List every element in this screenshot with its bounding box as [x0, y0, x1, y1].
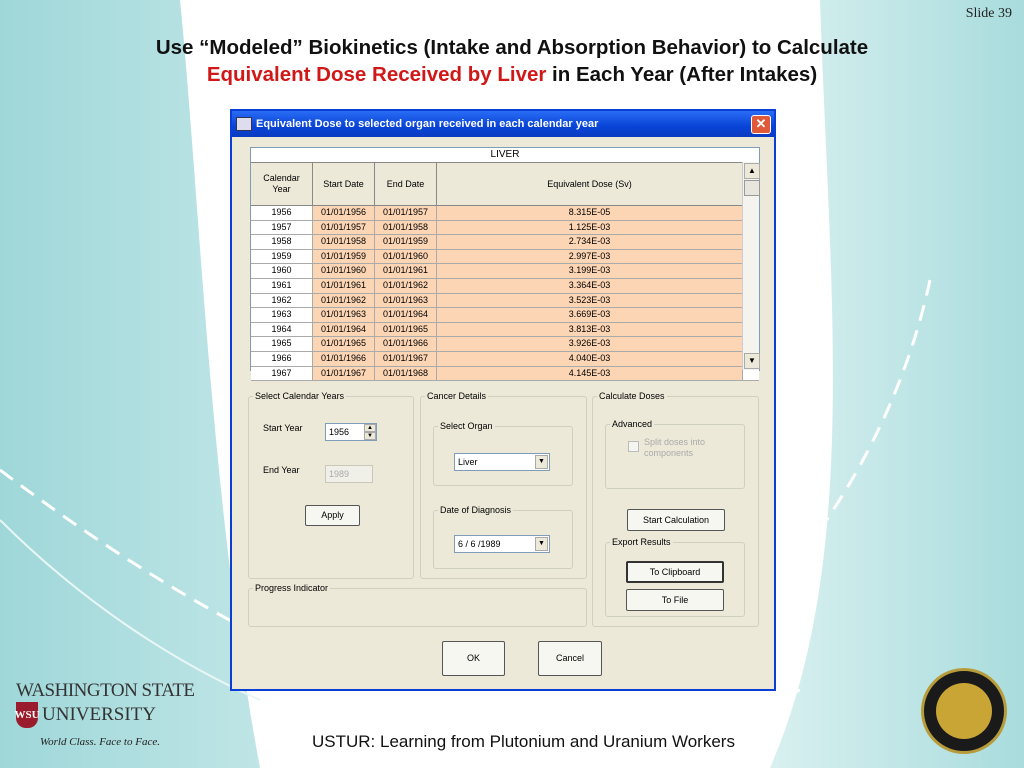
slide-number: Slide 39 — [965, 6, 1012, 21]
diagnosis-date-value: 6 / 6 /1989 — [458, 539, 501, 549]
title-line2-rest: in Each Year (After Intakes) — [546, 63, 818, 86]
organ-select[interactable] — [454, 453, 550, 471]
table-cell: 01/01/1961 — [313, 279, 375, 293]
cancer-details-legend: Cancer Details — [427, 391, 487, 401]
table-row[interactable] — [251, 294, 759, 309]
title-line2 — [30, 61, 994, 88]
export-results-legend: Export Results — [612, 537, 671, 547]
table-cell: 1957 — [251, 221, 313, 235]
start-year-value: 1956 — [329, 427, 350, 437]
header-end-date[interactable]: End Date — [375, 163, 437, 205]
end-year-label: End Year — [263, 465, 300, 475]
table-header-row — [251, 163, 759, 206]
table-cell: 01/01/1967 — [313, 367, 375, 381]
table-row[interactable] — [251, 221, 759, 236]
organ-select-value: Liver — [458, 457, 478, 467]
table-cell: 01/01/1962 — [375, 279, 437, 293]
advanced-legend: Advanced — [612, 419, 653, 429]
table-cell: 01/01/1968 — [375, 367, 437, 381]
table-row[interactable] — [251, 337, 759, 352]
chevron-down-icon[interactable]: ▼ — [535, 455, 548, 469]
table-cell: 01/01/1957 — [313, 221, 375, 235]
table-row[interactable] — [251, 308, 759, 323]
table-cell: 1959 — [251, 250, 313, 264]
title-highlight: Equivalent Dose Received by Liver — [206, 63, 547, 86]
wsu-logo-line2 — [16, 702, 196, 728]
calculate-doses-group — [592, 391, 759, 627]
date-of-diagnosis-legend: Date of Diagnosis — [440, 505, 512, 515]
table-cell: 01/01/1967 — [375, 352, 437, 366]
split-doses-label: Split doses into components — [644, 437, 706, 458]
dialog-title: Equivalent Dose to selected organ received in each calendar year — [256, 118, 599, 130]
table-row[interactable] — [251, 367, 759, 382]
table-cell: 01/01/1962 — [313, 294, 375, 308]
table-cell: 01/01/1957 — [375, 206, 437, 220]
table-cell: 01/01/1959 — [375, 235, 437, 249]
table-cell: 1966 — [251, 352, 313, 366]
table-row[interactable] — [251, 206, 759, 221]
table-row[interactable] — [251, 235, 759, 250]
header-calendar-year[interactable]: Calendar Year — [251, 163, 313, 205]
select-years-legend: Select Calendar Years — [255, 391, 345, 401]
table-cell: 1963 — [251, 308, 313, 322]
wsu-logo-line1: WASHINGTON STATE — [16, 680, 195, 701]
ustur-seal-icon — [921, 668, 1007, 754]
advanced-group — [605, 419, 745, 489]
table-cell: 01/01/1964 — [313, 323, 375, 337]
end-year-field: 1989 — [325, 465, 373, 483]
table-cell: 1964 — [251, 323, 313, 337]
dose-table — [250, 147, 760, 378]
table-cell: 1956 — [251, 206, 313, 220]
scroll-up-icon[interactable]: ▲ — [744, 163, 760, 179]
table-row[interactable] — [251, 323, 759, 338]
table-cell: 01/01/1960 — [375, 250, 437, 264]
wsu-university-text: UNIVERSITY — [42, 704, 156, 725]
title-line1: Use “Modeled” Biokinetics (Intake and Absorption Behavior) to Calculate — [155, 36, 869, 59]
select-organ-legend: Select Organ — [440, 421, 493, 431]
to-clipboard-button[interactable]: To Clipboard — [626, 561, 724, 583]
table-cell: 3.926E-03 — [437, 337, 743, 351]
diagnosis-date-picker[interactable] — [454, 535, 550, 553]
select-organ-group — [433, 421, 573, 486]
table-row[interactable] — [251, 264, 759, 279]
table-cell: 01/01/1958 — [375, 221, 437, 235]
table-cell: 4.040E-03 — [437, 352, 743, 366]
table-cell: 1965 — [251, 337, 313, 351]
table-cell: 1.125E-03 — [437, 221, 743, 235]
table-cell: 01/01/1966 — [313, 352, 375, 366]
table-cell: 01/01/1964 — [375, 308, 437, 322]
table-cell: 8.315E-05 — [437, 206, 743, 220]
wsu-logo — [16, 680, 196, 748]
date-of-diagnosis-group — [433, 505, 573, 569]
select-years-group — [248, 391, 414, 579]
start-year-label: Start Year — [263, 423, 303, 433]
dose-dialog-window — [230, 109, 776, 691]
table-cell: 4.145E-03 — [437, 367, 743, 381]
start-calculation-button[interactable]: Start Calculation — [627, 509, 725, 531]
table-row[interactable] — [251, 250, 759, 265]
slide-title — [30, 34, 994, 88]
start-year-spinner[interactable] — [325, 423, 377, 441]
table-cell: 3.669E-03 — [437, 308, 743, 322]
export-results-group — [605, 537, 745, 617]
table-cell: 3.523E-03 — [437, 294, 743, 308]
wsu-motto: World Class. Face to Face. — [40, 736, 160, 748]
progress-indicator-legend: Progress Indicator — [255, 583, 329, 593]
apply-button[interactable]: Apply — [305, 505, 360, 526]
scroll-down-icon[interactable]: ▼ — [744, 353, 760, 369]
to-file-button[interactable]: To File — [626, 589, 724, 611]
table-cell: 01/01/1963 — [375, 294, 437, 308]
cancer-details-group — [420, 391, 587, 579]
scroll-thumb[interactable] — [744, 180, 760, 196]
header-equivalent-dose[interactable]: Equivalent Dose (Sv) — [437, 163, 743, 205]
table-cell: 1958 — [251, 235, 313, 249]
table-cell: 3.199E-03 — [437, 264, 743, 278]
table-cell: 01/01/1965 — [313, 337, 375, 351]
split-doses-checkbox[interactable] — [628, 441, 639, 452]
table-cell: 2.734E-03 — [437, 235, 743, 249]
seal-emblem — [936, 683, 992, 739]
calculate-doses-legend: Calculate Doses — [599, 391, 665, 401]
table-cell: 01/01/1966 — [375, 337, 437, 351]
table-cell: 01/01/1961 — [375, 264, 437, 278]
table-cell: 2.997E-03 — [437, 250, 743, 264]
ok-button[interactable]: OK — [442, 641, 505, 676]
table-scrollbar[interactable] — [742, 162, 759, 370]
table-body — [251, 206, 759, 381]
dialog-titlebar[interactable] — [232, 111, 774, 137]
table-cell: 3.364E-03 — [437, 279, 743, 293]
header-start-date[interactable]: Start Date — [313, 163, 375, 205]
table-cell: 01/01/1958 — [313, 235, 375, 249]
chevron-down-icon[interactable]: ▼ — [535, 537, 548, 551]
table-cell: 01/01/1956 — [313, 206, 375, 220]
table-cell: 01/01/1963 — [313, 308, 375, 322]
table-cell: 01/01/1965 — [375, 323, 437, 337]
table-cell: 1961 — [251, 279, 313, 293]
table-cell: 01/01/1959 — [313, 250, 375, 264]
table-cell: 1967 — [251, 367, 313, 381]
app-icon — [236, 117, 252, 131]
table-row[interactable] — [251, 352, 759, 367]
organ-header: LIVER — [251, 148, 759, 163]
table-row[interactable] — [251, 279, 759, 294]
close-icon[interactable]: ✕ — [751, 115, 771, 134]
progress-indicator-group — [248, 583, 587, 627]
table-cell: 3.813E-03 — [437, 323, 743, 337]
table-cell: 01/01/1960 — [313, 264, 375, 278]
table-cell: 1962 — [251, 294, 313, 308]
start-year-spin-buttons[interactable] — [364, 424, 376, 440]
cancel-button[interactable]: Cancel — [538, 641, 602, 676]
spin-down-icon[interactable]: ▼ — [364, 432, 376, 440]
footer-text: USTUR: Learning from Plutonium and Uranium Workers — [312, 732, 735, 751]
wsu-shield-icon: WSU — [16, 702, 38, 728]
table-cell: 1960 — [251, 264, 313, 278]
spin-up-icon[interactable]: ▲ — [364, 424, 376, 432]
